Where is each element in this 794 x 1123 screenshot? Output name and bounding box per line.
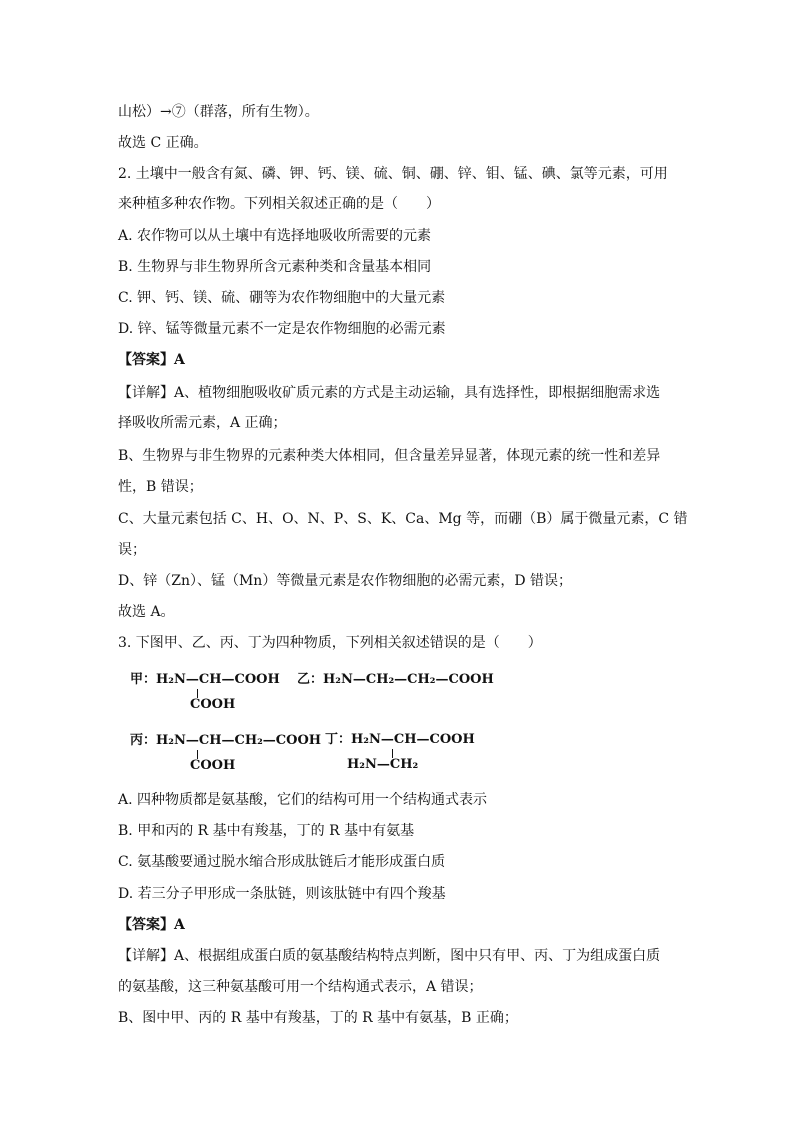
question-2-option-a: A. 农作物可以从土壤中有选择地吸收所需要的元素: [118, 228, 432, 244]
question-2-explanation-line-3: B、生物界与非生物界的元素种类大体相同，但含量差异显著，体现元素的统一性和差异: [118, 448, 661, 464]
structure-bing-main: 丙：H₂N—CH—CH₂—COOH: [130, 733, 322, 748]
question-2-option-d: D. 锌、锰等微量元素不一定是农作物细胞的必需元素: [118, 321, 446, 337]
structure-jia-sub: COOH: [190, 697, 236, 712]
question-2-option-c: C. 钾、钙、镁、硫、硼等为农作物细胞中的大量元素: [118, 290, 446, 306]
structure-jia-main: 甲：H₂N—CH—COOH: [130, 672, 280, 687]
question-3-answer: 【答案】A: [118, 917, 185, 933]
question-2-explanation-line-1: 【详解】A、植物细胞吸收矿质元素的方式是主动运输，具有选择性，即根据细胞需求选: [118, 385, 661, 401]
question-2-stem-line-1: 2. 土壤中一般含有氮、磷、钾、钙、镁、硫、铜、硼、锌、钼、锰、碘、氯等元素，可用: [118, 166, 668, 182]
structure-yi-main: 乙：H₂N—CH₂—CH₂—COOH: [297, 672, 494, 687]
question-2-stem-line-2: 来种植多种农作物。下列相关叙述正确的是（ ）: [118, 196, 440, 212]
question-2-explanation-line-2: 择吸收所需元素，A 正确；: [118, 415, 287, 431]
question-2-conclusion: 故选 A。: [118, 604, 175, 620]
question-3-explanation-line-2: 的氨基酸，这三种氨基酸可用一个结构通式表示，A 错误；: [118, 979, 483, 995]
question-3-option-b: B. 甲和丙的 R 基中有羧基，丁的 R 基中有氨基: [118, 823, 415, 839]
question-2-explanation-line-4: 性，B 错误；: [118, 479, 203, 495]
question-2-explanation-line-5: C、大量元素包括 C、H、O、N、P、S、K、Ca、Mg 等，而硼（B）属于微量元素，C 错: [118, 511, 688, 527]
question-3-stem: 3. 下图甲、乙、丙、丁为四种物质，下列相关叙述错误的是（ ）: [118, 635, 542, 651]
text-line-2: 故选 C 正确。: [118, 135, 208, 151]
question-2-explanation-line-7: D、锌（Zn）、锰（Mn）等微量元素是农作物细胞的必需元素，D 错误；: [118, 573, 572, 589]
question-2-option-b: B. 生物界与非生物界所含元素种类和含量基本相同: [118, 259, 432, 275]
question-2-explanation-line-6: 误；: [118, 542, 146, 558]
structure-bing-sub: COOH: [190, 758, 236, 773]
question-3-explanation-line-1: 【详解】A、根据组成蛋白质的氨基酸结构特点判断，图中只有甲、丙、丁为组成蛋白质: [118, 948, 661, 964]
question-2-answer: 【答案】A: [118, 352, 185, 368]
question-3-explanation-line-3: B、图中甲、丙的 R 基中有羧基，丁的 R 基中有氨基，B 正确；: [118, 1010, 518, 1026]
question-3-option-c: C. 氨基酸要通过脱水缩合形成肽链后才能形成蛋白质: [118, 854, 446, 870]
question-3-option-d: D. 若三分子甲形成一条肽链，则该肽链中有四个羧基: [118, 886, 446, 902]
text-line-1: 山松）→⑦（群落，所有生物）。: [118, 104, 319, 120]
question-3-option-a: A. 四种物质都是氨基酸，它们的结构可用一个结构通式表示: [118, 792, 488, 808]
structure-ding-main: 丁：H₂N—CH—COOH: [325, 732, 475, 747]
structure-ding-sub: H₂N—CH₂: [347, 757, 419, 772]
